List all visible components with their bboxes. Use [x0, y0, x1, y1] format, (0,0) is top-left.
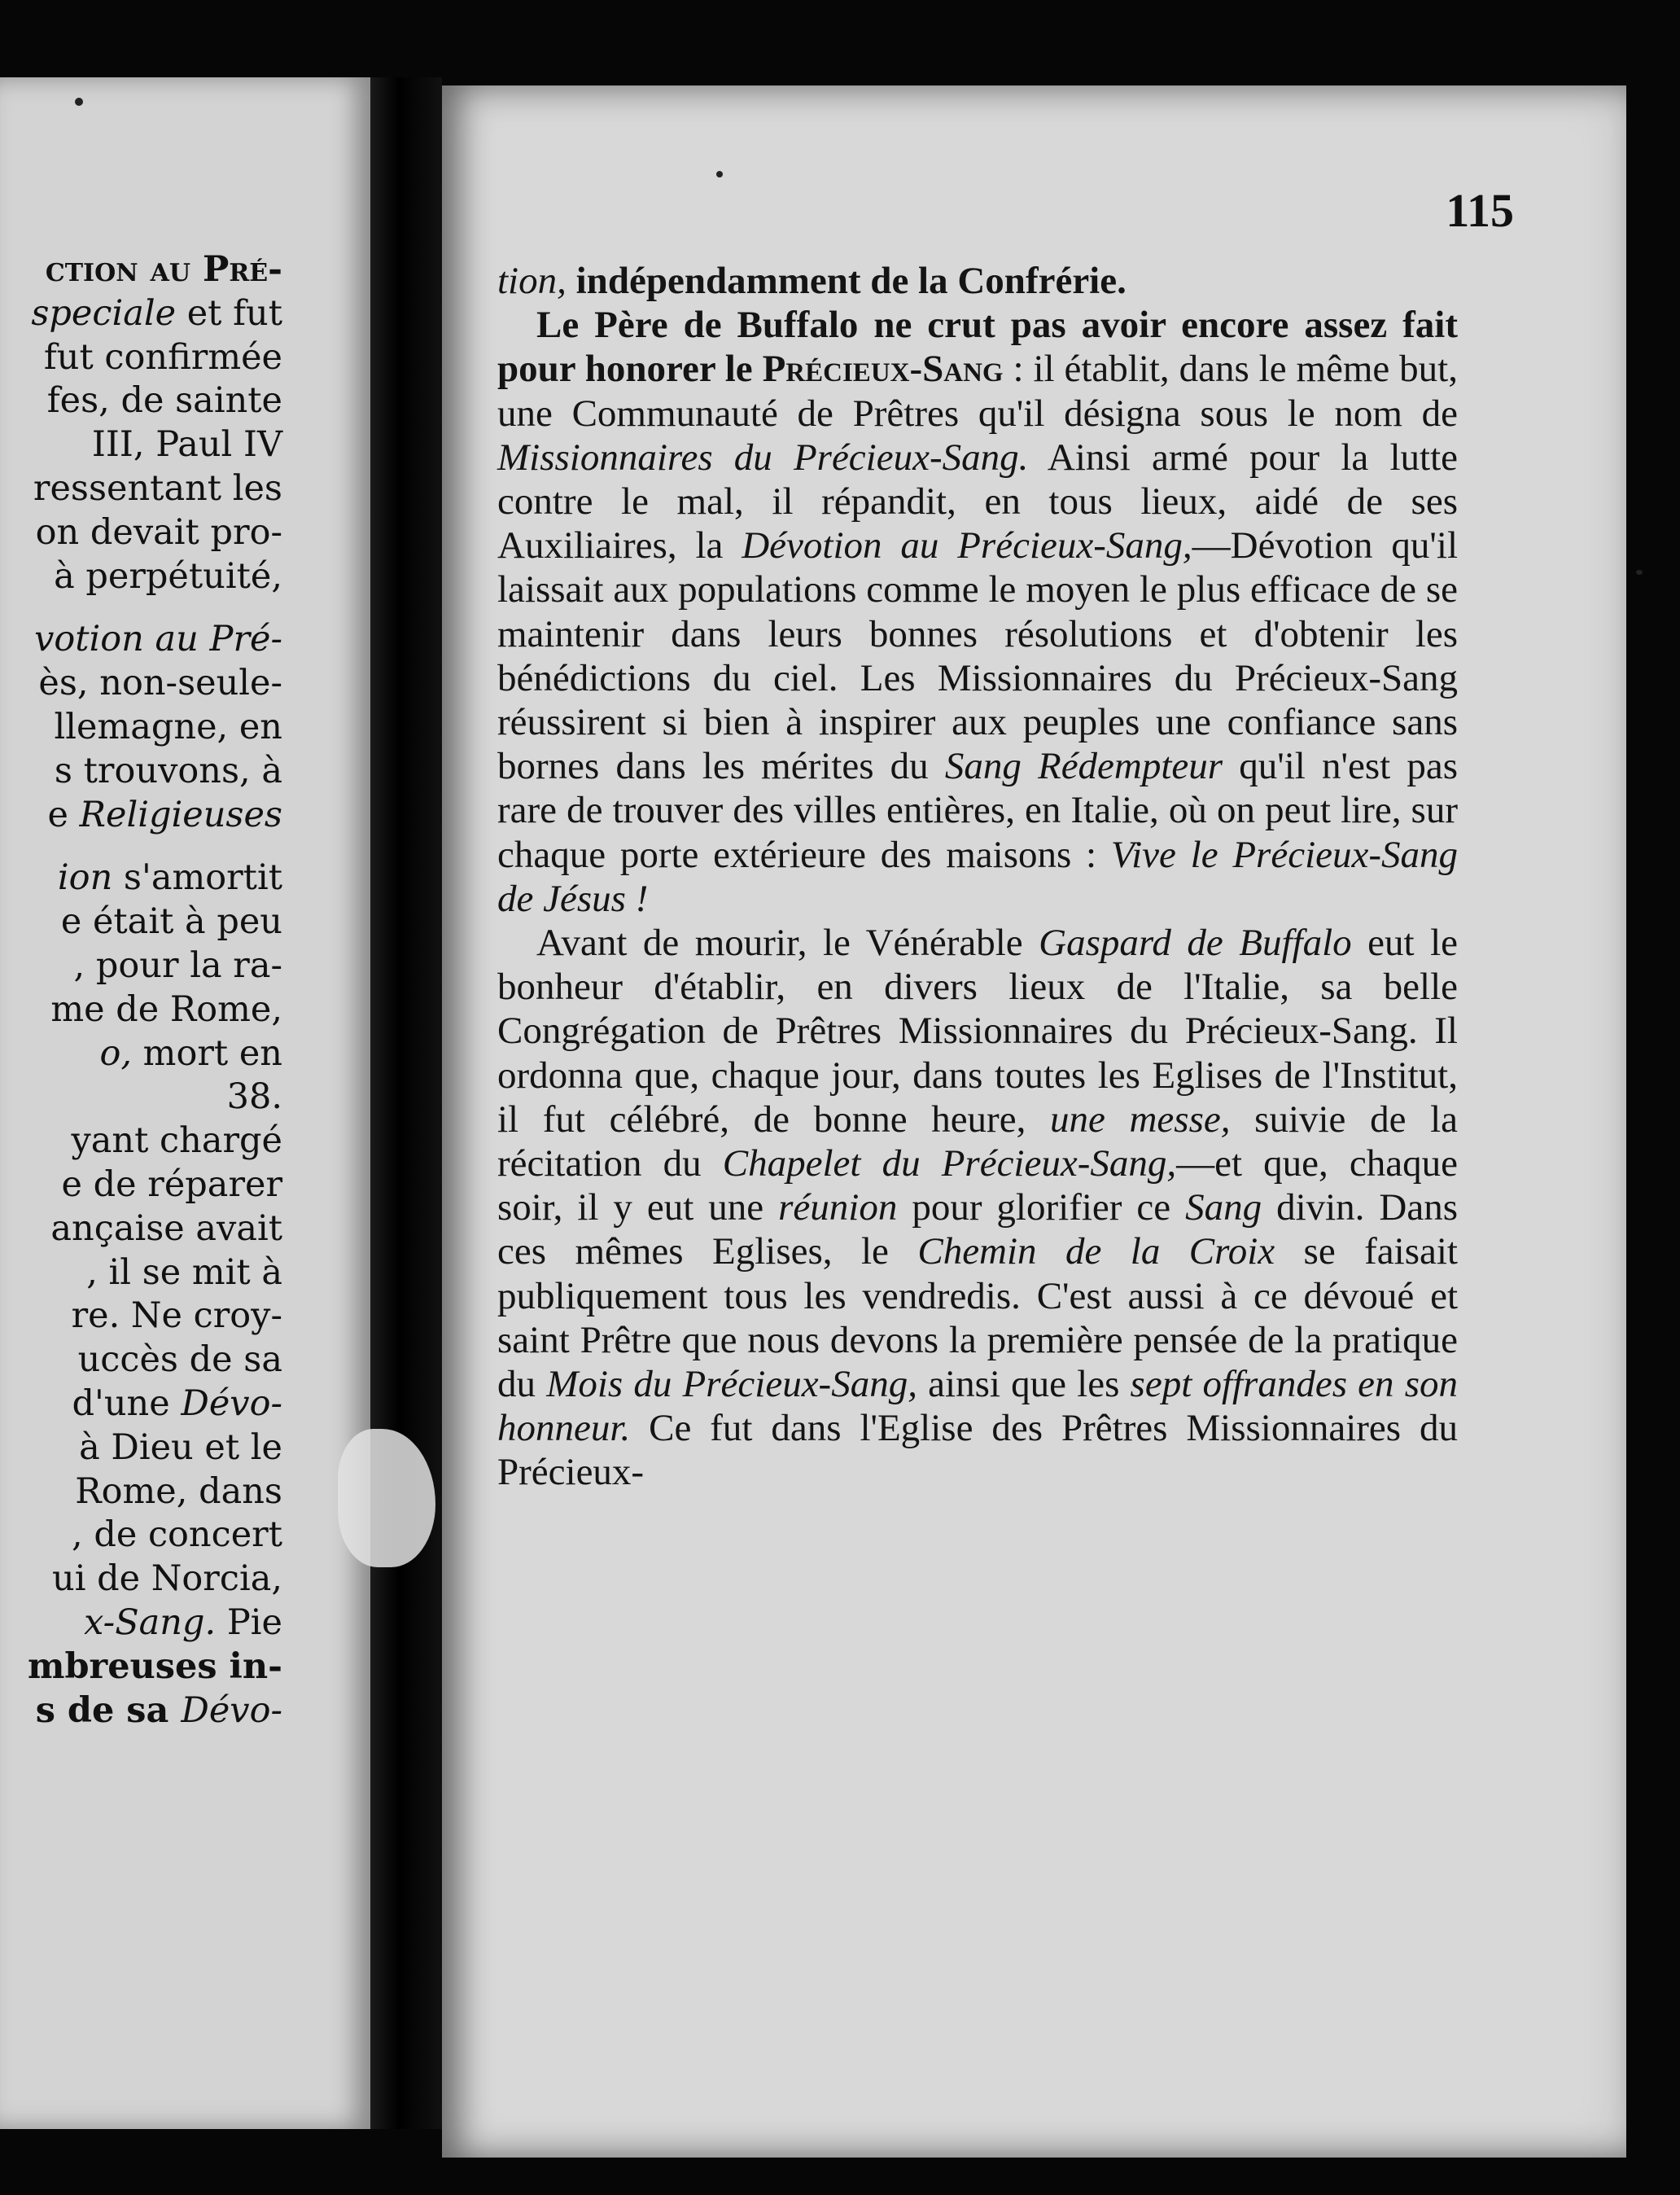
left-text-line	[28, 1601, 282, 1645]
text-run: Pie	[216, 1601, 282, 1643]
text-run: ançaise avait	[50, 1207, 282, 1249]
text-run: on devait pro-	[35, 511, 282, 553]
text-run: uccès de sa	[77, 1339, 282, 1381]
text-run: ressentant les	[33, 467, 282, 509]
text-run: ction au Pré-	[45, 249, 282, 290]
book-gutter	[370, 77, 442, 2129]
text-run: s de sa	[35, 1689, 182, 1731]
text-run: e était à peu	[60, 901, 282, 943]
text-run: yant chargé	[71, 1120, 282, 1162]
text-run: votion au Pré-	[34, 619, 282, 660]
left-text-line	[28, 1207, 282, 1251]
scan-flaw	[338, 1429, 435, 1567]
text-run: me de Rome,	[50, 988, 282, 1030]
left-text-line	[28, 1558, 282, 1601]
text-run: Rome, dans	[75, 1470, 282, 1512]
text-run: Avant de mourir, le Vénérable	[536, 922, 1039, 965]
text-run: une messe,	[1049, 1098, 1231, 1141]
text-run: mort en	[132, 1032, 282, 1074]
line-gap	[28, 837, 282, 857]
left-page-text	[28, 248, 282, 1733]
left-text-line	[28, 467, 282, 511]
left-text-line	[28, 511, 282, 555]
left-text-line	[28, 794, 282, 838]
text-run: s'amortit	[112, 857, 282, 899]
text-run: re. Ne croy-	[71, 1295, 282, 1337]
left-text-line	[28, 1163, 282, 1207]
left-text-line	[28, 248, 282, 292]
text-run: Ce fut dans l'Eglise des Prêtres Missionnaires du Précieux-	[497, 1407, 1458, 1494]
left-text-line	[28, 1295, 282, 1338]
text-run: d'une	[72, 1382, 182, 1424]
line-gap	[28, 598, 282, 618]
left-text-line	[28, 706, 282, 750]
left-text-line	[28, 662, 282, 706]
text-run: s trouvons, à	[54, 750, 282, 791]
text-run: ion	[57, 857, 113, 899]
text-run: Le Père de Buffalo ne crut pas avoir encore assez fait pour honorer le	[497, 304, 1458, 391]
right-page	[442, 85, 1626, 2158]
text-run: , pour la ra-	[73, 944, 282, 986]
text-run: à Dieu et le	[79, 1426, 282, 1468]
text-run: —Dévotion qu'il laissait aux populations comme le moyen le plus efficace de se maintenir dans leurs bonnes résolutions et d'obtenir les bénédictions du ciel. Les Missionnaires du Précieux-Sang réussirent si bien à inspirer aux peuples une confiance sans bornes dans les mérites du	[497, 524, 1459, 788]
text-run: o,	[99, 1032, 133, 1074]
text-run: Dévo-	[181, 1382, 282, 1424]
text-run: e	[47, 794, 80, 835]
text-run: —et que, chaque soir, il y eut une	[497, 1142, 1459, 1229]
page-number: 115	[1446, 184, 1514, 237]
dust-speck	[1636, 570, 1643, 575]
text-run: ainsi que les	[917, 1363, 1131, 1406]
left-text-line	[28, 555, 282, 599]
text-run: Précieux-Sang	[762, 348, 1004, 391]
text-run: ès, non-seule-	[38, 663, 282, 704]
left-text-line	[28, 857, 282, 900]
text-run: Chapelet du Précieux-Sang,	[722, 1142, 1177, 1185]
text-run: Dévo-	[181, 1689, 282, 1731]
text-run: speciale	[31, 292, 177, 334]
body-text	[497, 259, 1458, 1495]
text-run: Religieuses	[79, 794, 282, 835]
left-text-line	[28, 423, 282, 467]
left-text-line	[28, 292, 282, 336]
left-text-line	[28, 1338, 282, 1382]
text-run: réunion	[778, 1186, 898, 1229]
left-text-line	[28, 1514, 282, 1558]
text-run: , de concert	[71, 1514, 282, 1556]
text-run: x-Sang.	[84, 1601, 217, 1643]
left-text-line	[28, 750, 282, 794]
left-text-line	[28, 379, 282, 423]
text-run: : il établit, dans le même but, une Communauté de Prêtres qu'il désigna sous le nom de	[497, 348, 1458, 435]
text-run: Chemin de la Croix	[917, 1230, 1275, 1273]
paragraph	[497, 303, 1458, 921]
left-text-line	[28, 1251, 282, 1295]
left-text-line	[28, 336, 282, 380]
left-text-line	[28, 1119, 282, 1163]
left-text-line	[28, 1470, 282, 1514]
text-run: eut le bonheur d'établir, en divers lieux de l'Italie, sa belle Congrégation de Prêtres Missionnaires du Précieux-Sang. Il ordonna que, chaque jour, dans toutes les Eglises de l'Institut, il fut célébré, de bonne heure,	[497, 922, 1458, 1141]
left-text-line	[28, 618, 282, 662]
text-run: Missionnaires du Précieux-Sang.	[497, 436, 1029, 479]
left-text-line	[28, 1032, 282, 1076]
text-run: e de réparer	[61, 1163, 282, 1205]
text-run: Sang Rédempteur	[944, 745, 1223, 788]
paragraph	[497, 921, 1458, 1495]
left-text-line	[28, 988, 282, 1032]
dust-speck	[716, 171, 723, 177]
text-run: et fut	[176, 292, 282, 334]
text-run: , il se mit à	[86, 1251, 282, 1293]
dust-speck	[75, 98, 83, 106]
left-text-line	[28, 900, 282, 944]
left-text-line	[28, 1382, 282, 1426]
text-run: divin. Dans ces mêmes Eglises, le	[497, 1186, 1458, 1273]
text-run: Ainsi armé pour la lutte contre le mal, il répandit, en tous lieux, aidé de ses Auxiliaires, la	[497, 436, 1458, 567]
text-run: à perpétuité,	[54, 555, 282, 597]
text-run: 38.	[226, 1076, 282, 1118]
text-run: III, Paul IV	[91, 424, 282, 466]
text-run: qu'il n'est pas rare de trouver des villes entières, en Italie, où on peut lire, sur chaque porte extérieure des maisons :	[497, 745, 1458, 876]
text-run: Sang	[1185, 1186, 1262, 1229]
text-run: pour glorifier ce	[897, 1186, 1186, 1229]
text-run: Gaspard de Buffalo	[1039, 922, 1352, 965]
text-run: llemagne, en	[54, 706, 282, 747]
left-text-line	[28, 1645, 282, 1689]
paragraph	[497, 259, 1458, 303]
text-run: indépendamment de la Confrérie.	[566, 260, 1127, 302]
left-text-line	[28, 1689, 282, 1733]
text-run: ui de Norcia,	[52, 1558, 282, 1600]
text-run: Mois du Précieux-Sang,	[546, 1363, 917, 1406]
left-page-fragment	[0, 77, 370, 2129]
text-run: sept offrandes en son honneur.	[497, 1363, 1459, 1450]
left-text-line	[28, 1426, 282, 1470]
text-run: mbreuses in-	[27, 1645, 282, 1687]
text-run: se faisait publiquement tous les vendredis. C'est aussi à ce dévoué et saint Prêtre que nous devons la première pensée de la pratique du	[497, 1230, 1458, 1406]
left-text-line	[28, 944, 282, 988]
text-run: Vive le Précieux-Sang de Jésus !	[497, 833, 1458, 920]
left-text-line	[28, 1076, 282, 1119]
text-run: suivie de la récitation du	[497, 1098, 1458, 1185]
text-run: Dévotion au Précieux-Sang,	[742, 524, 1192, 567]
text-run: fut confirmée	[43, 336, 282, 378]
text-run: tion,	[497, 260, 567, 302]
text-run: fes, de sainte	[46, 380, 282, 422]
